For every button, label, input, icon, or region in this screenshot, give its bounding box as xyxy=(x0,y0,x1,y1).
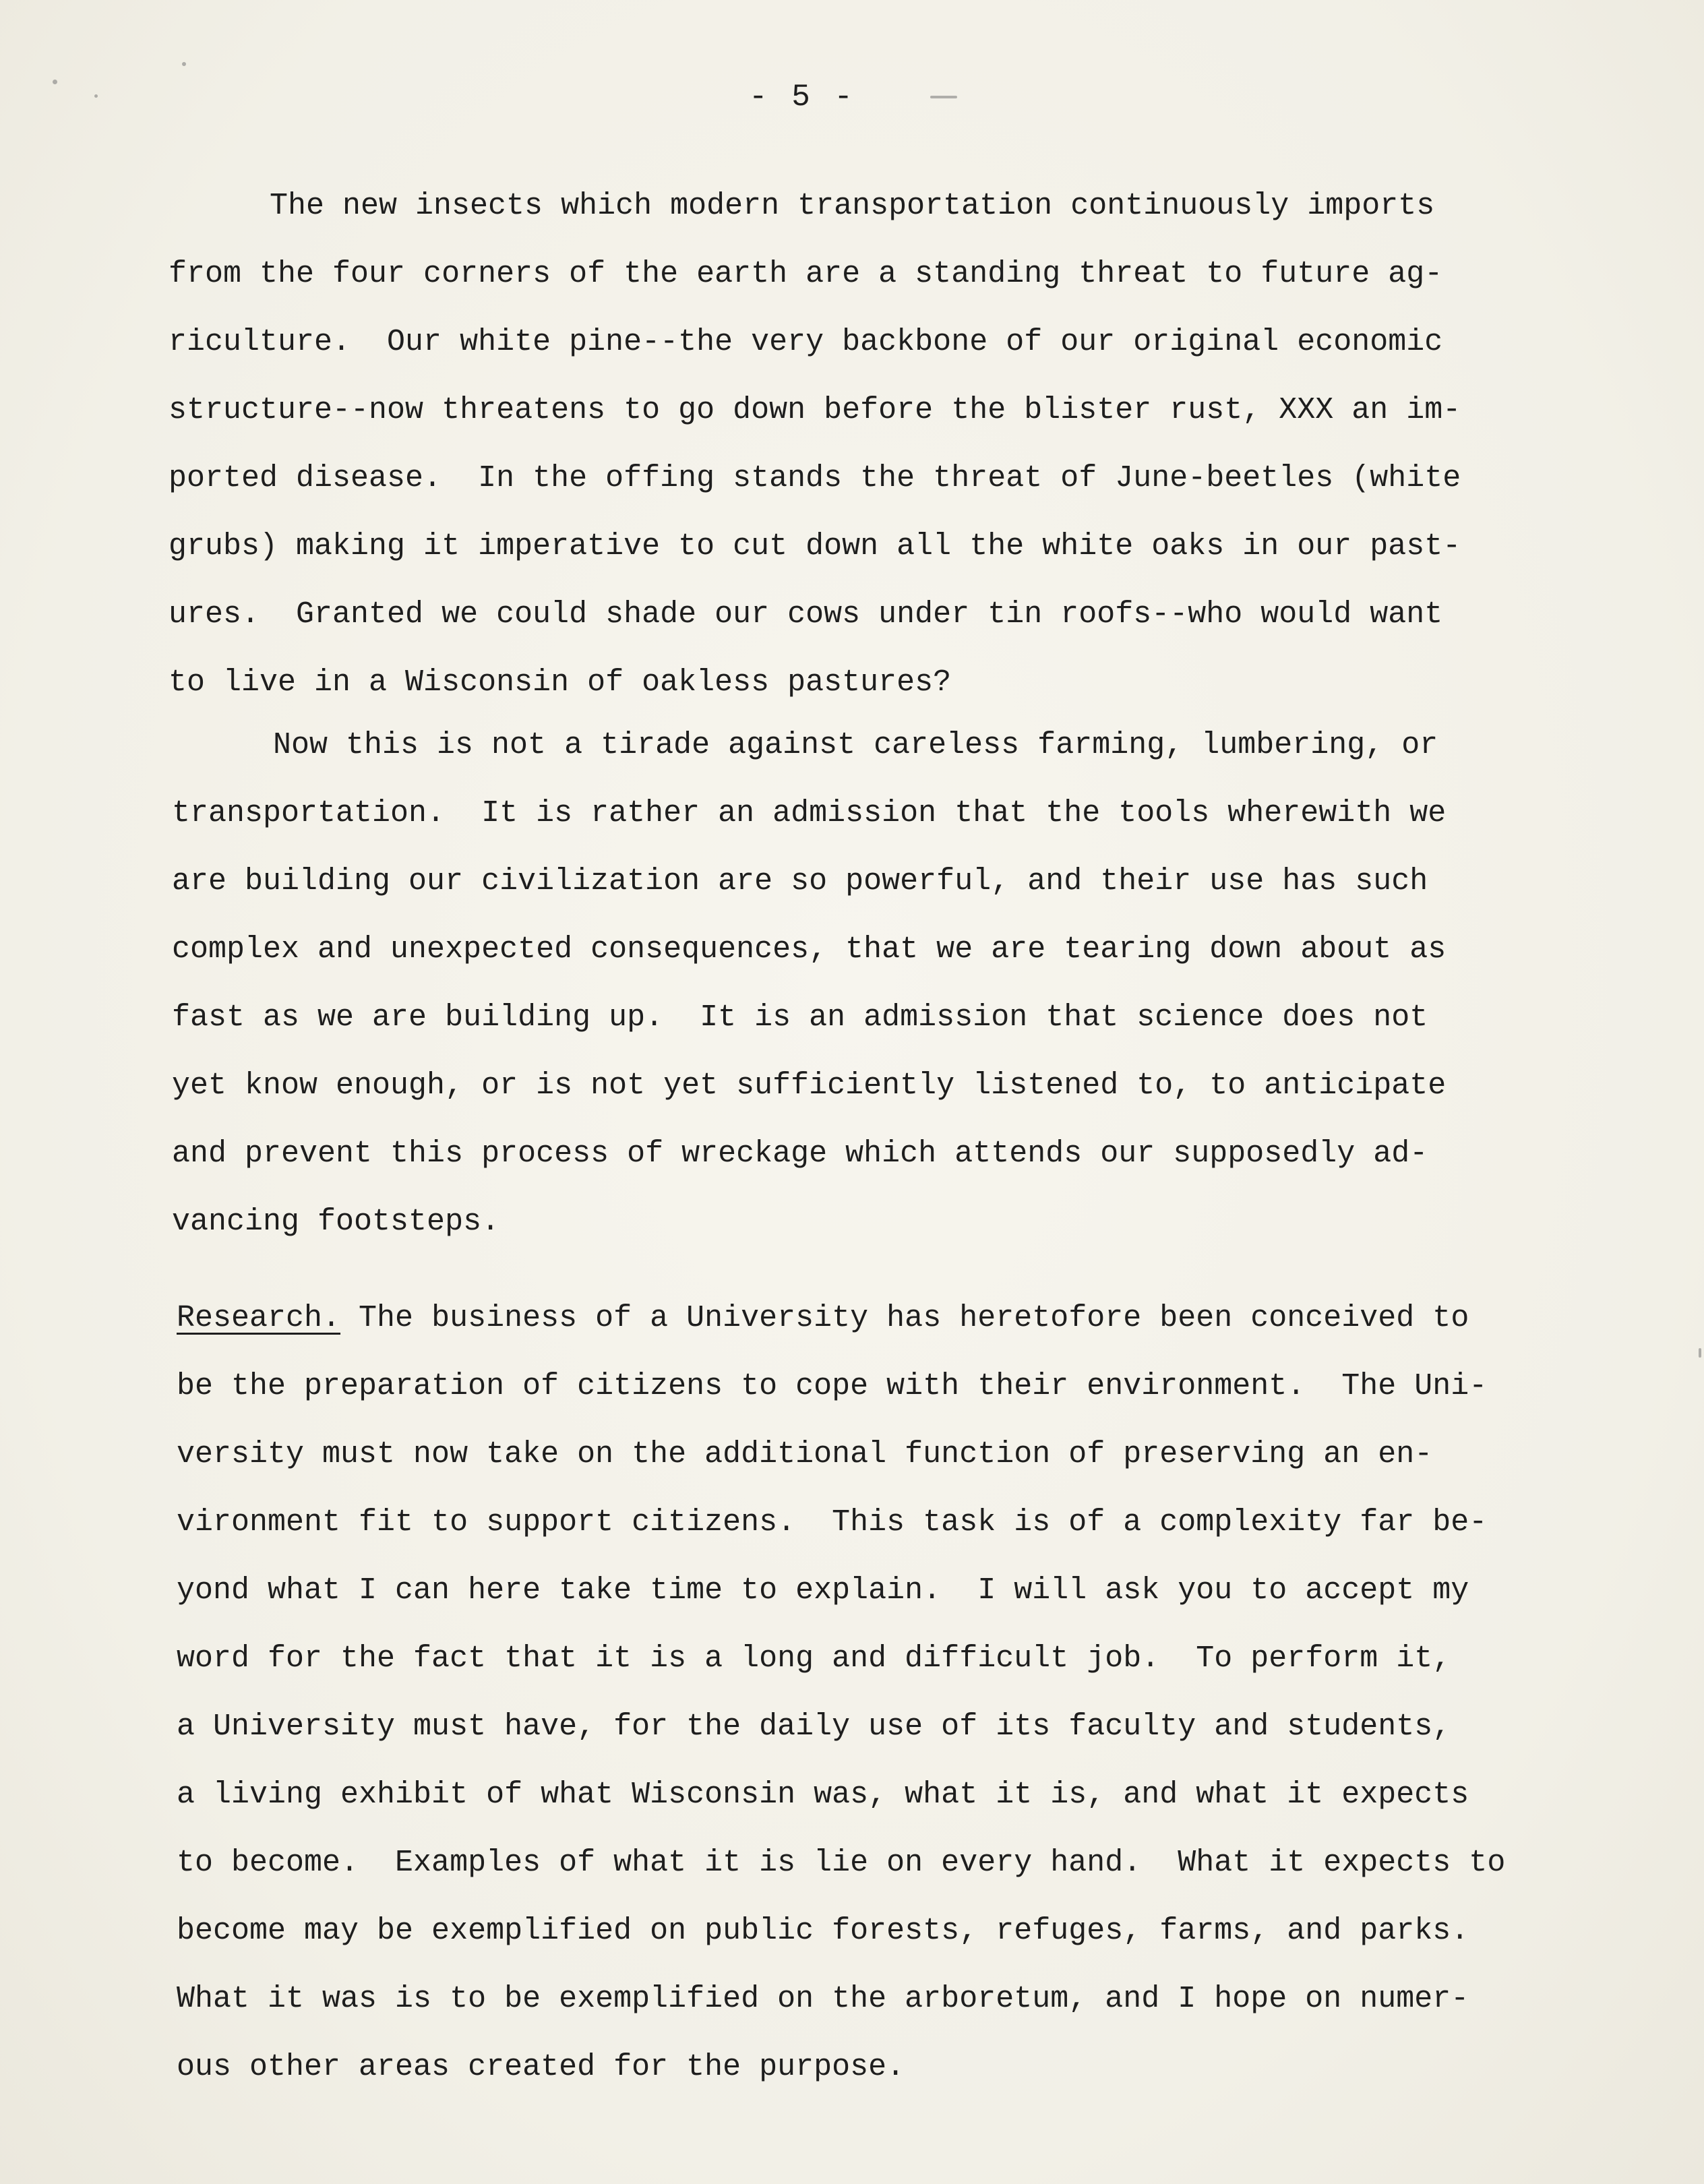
paragraph-admission xyxy=(172,711,1446,1256)
text-line xyxy=(177,1284,1505,1352)
text-line: yet know enough, or is not yet sufficiently listened to, to anticipate xyxy=(172,1068,1447,1103)
text-line: word for the fact that it is a long and difficult job. To perform it, xyxy=(177,1641,1451,1676)
text-line: become may be exemplified on public forests, refuges, farms, and parks. xyxy=(177,1914,1469,1948)
text-line: ures. Granted we could shade our cows under tin roofs--who would want xyxy=(169,597,1443,632)
page-number: - 5 - xyxy=(748,80,856,115)
paragraph-insects xyxy=(169,172,1461,717)
text-line: vancing footsteps. xyxy=(172,1205,500,1239)
paragraph-research xyxy=(177,1284,1505,2101)
text-line: be the preparation of citizens to cope with their environment. The Uni- xyxy=(177,1369,1488,1403)
text-line: Now this is not a tirade against careless farming, lumbering, or xyxy=(273,728,1438,762)
text-line: ported disease. In the offing stands the threat of June-beetles (white xyxy=(169,461,1461,495)
text-line: complex and unexpected consequences, that we are tearing down about as xyxy=(172,932,1447,967)
text-line: The new insects which modern transportation continuously imports xyxy=(270,189,1435,223)
text-line: versity must now take on the additional function of preserving an en- xyxy=(177,1437,1433,1472)
text-line: ous other areas created for the purpose. xyxy=(177,2050,905,2084)
text-line-rest: The business of a University has heretofore been conceived to xyxy=(340,1301,1469,1335)
text-line: vironment fit to support citizens. This task is of a complexity far be- xyxy=(177,1505,1488,1540)
text-line: What it was is to be exemplified on the arboretum, and I hope on numer- xyxy=(177,1982,1469,2016)
text-line: a University must have, for the daily use of its faculty and students, xyxy=(177,1709,1451,1744)
text-line: structure--now threatens to go down before the blister rust, XXX an im- xyxy=(169,393,1461,427)
text-line: from the four corners of the earth are a standing threat to future ag- xyxy=(169,257,1443,291)
section-heading: Research. xyxy=(177,1301,341,1335)
text-line: riculture. Our white pine--the very backbone of our original economic xyxy=(169,325,1443,359)
text-line: to live in a Wisconsin of oakless pastures? xyxy=(169,665,952,700)
text-line: a living exhibit of what Wisconsin was, what it is, and what it expects xyxy=(177,1778,1469,1812)
text-line: to become. Examples of what it is lie on every hand. What it expects to xyxy=(177,1846,1506,1880)
text-line: are building our civilization are so powerful, and their use has such xyxy=(172,864,1428,899)
text-line: fast as we are building up. It is an admission that science does not xyxy=(172,1000,1428,1035)
text-line: yond what I can here take time to explain. I will ask you to accept my xyxy=(177,1573,1469,1608)
text-line: grubs) making it imperative to cut down all the white oaks in our past- xyxy=(169,529,1461,564)
text-line: and prevent this process of wreckage which attends our supposedly ad- xyxy=(172,1136,1428,1171)
paper-speck xyxy=(182,62,186,66)
paper-speck xyxy=(1699,1348,1701,1358)
text-line: transportation. It is rather an admission that the tools wherewith we xyxy=(172,796,1447,830)
